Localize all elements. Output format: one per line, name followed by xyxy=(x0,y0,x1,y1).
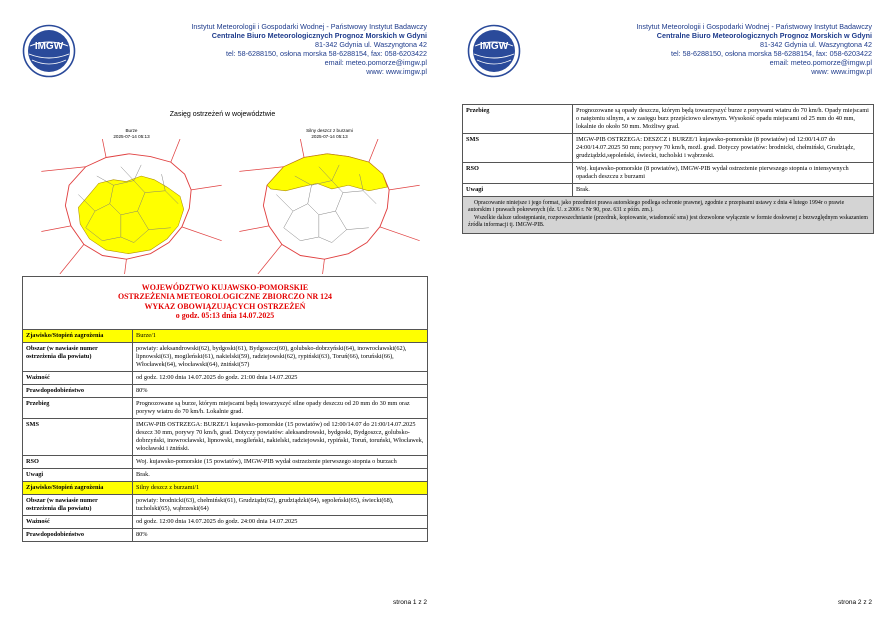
warning1-przebieg-value: Prognozowane są burze, którym miejscami będą towarzyszyć silne opady deszczu od 20 mm do 30 mm oraz porywy wiatru do 70 km/h. Lokalnie grad. xyxy=(133,397,428,418)
warning1-zjawisko-label: Zjawisko/Stopień zagrożenia xyxy=(23,329,133,342)
warning2-przebieg-value: Prognozowane są opady deszczu, którym będą towarzyszyć burze z porywami wiatru do 70 km/h. Opady miejscami o natężeniu silnym, a w zasięgu burz przejściowo ulewnym. Wysokość opadu miejscami od 25 mm do 40 mm, lokalnie do około 50 mm. Możliwy grad. xyxy=(573,105,874,134)
warning1-sms-label: SMS xyxy=(23,418,133,455)
institute-name: Instytut Meteorologii i Gospodarki Wodnej - Państwowy Instytut Badawczy xyxy=(191,22,427,31)
page-number-1: strona 1 z 2 xyxy=(393,599,427,606)
warning1-sms-value: IMGW-PIB OSTRZEGA: BURZE/1 kujawsko-pomorskie (15 powiatów) od 12:00/14.07 do 21:00/14.07.2025 deszcz 30 mm, porywy 70 km/h, grad. Dotyczy powiatów: aleksandrowski, bydgoski, Bydgoszcz, golubsko-dobrzyński, inowrocławski, lipnowski, mogileński, nakielski, radziejowski, rypiński, Toruń, toruński, Włocławek, włocławski i żniński. xyxy=(133,418,428,455)
warning2-uwagi-label: Uwagi xyxy=(463,184,573,197)
warning2-zjawisko-value: Silny deszcz z burzami/1 xyxy=(133,481,428,494)
www: www: www.imgw.pl xyxy=(811,67,872,77)
center-name: Centralne Biuro Meteorologicznych Prognoz Morskich w Gdyni xyxy=(656,31,872,41)
logo-text: IMGW xyxy=(479,41,509,52)
copyright-cell xyxy=(463,197,874,234)
warning1-prawdopodobienstwo-value: 80% xyxy=(133,384,428,397)
phones: tel: 58-6288150, osłona morska 58-6288154, fax: 058-6203422 xyxy=(226,49,427,59)
copyright-note xyxy=(463,197,874,234)
warnings-heading xyxy=(23,277,428,330)
map-deszcz-label: Silny deszcz z burzami xyxy=(306,128,353,133)
warning2-prawdopodobienstwo-value: 80% xyxy=(133,528,428,541)
email: email: meteo.pomorze@imgw.pl xyxy=(769,58,872,68)
warning2-obszar-label: Obszar (w nawiasie numer ostrzeżenia dla powiatu) xyxy=(23,494,133,515)
warning1-rso-row xyxy=(23,455,428,468)
warnings-table xyxy=(22,276,428,542)
warning1-sms-row xyxy=(23,418,428,455)
warning1-waznosc-row xyxy=(23,371,428,384)
map-burze xyxy=(34,128,229,274)
center-name: Centralne Biuro Meteorologicznych Prognoz Morskich w Gdyni xyxy=(211,31,427,41)
warning2-rso-row xyxy=(463,163,874,184)
phones: tel: 58-6288150, osłona morska 58-6288154, fax: 058-6203422 xyxy=(671,49,872,59)
warning1-obszar-value: powiaty: aleksandrowski(62), bydgoski(61), Bydgoszcz(60), golubsko-dobrzyński(64), inowrocławski(62), lipnowski(63), mogileński(61), nakielski(59), radziejowski(62), rypiński(63), Toruń(66), toruński(66), Włocławek(64), włocławski(64), żniński(57) xyxy=(133,342,428,371)
warning2-waznosc-label: Ważność xyxy=(23,515,133,528)
warning2-sms-row xyxy=(463,134,874,163)
warning1-prawdopodobienstwo-label: Prawdopodobieństwo xyxy=(23,384,133,397)
institute-header xyxy=(191,22,427,77)
warning2-zjawisko-row xyxy=(23,481,428,494)
warning2-zjawisko-label: Zjawisko/Stopień zagrożenia xyxy=(23,481,133,494)
warning1-przebieg-row xyxy=(23,397,428,418)
heading-line-2: OSTRZEŻENIA METEOROLOGICZNE ZBIORCZO NR 124 xyxy=(118,292,332,302)
imgw-logo-icon xyxy=(22,24,76,78)
warning1-zjawisko-row xyxy=(23,329,428,342)
warning2-obszar-value: powiaty: brodnicki(63), chełmiński(61), Grudziądz(62), grudziądzki(64), sępoleński(65), świecki(68), tucholski(65), wąbrzeski(64) xyxy=(133,494,428,515)
warning2-sms-value: IMGW-PIB OSTRZEGA: DESZCZ i BURZE/1 kujawsko-pomorskie (8 powiatów) od 12:00/14.07 do 24:00/14.07.2025 50 mm; porywy 70 km/h, możl. grad. Dotyczy powiatów: brodnicki, chełmiński, Grudziądz, grudziądzki,sępoleński, świecki, tucholski i wąbrzeski. xyxy=(573,134,874,163)
warning2-przebieg-row xyxy=(463,105,874,134)
heading-line-1: WOJEWÓDZTWO KUJAWSKO-POMORSKIE xyxy=(141,283,309,292)
copyright-p2: Wszelkie dalsze udostępnianie, rozpowszechnianie (przedruk, kopiowanie, wiadomość sms) jest dozwolone wyłącznie w formie dosłownej z bezwzględnym wskazaniem źródła informacji tj. IMGW-PIB. xyxy=(468,214,868,229)
www: www: www.imgw.pl xyxy=(366,67,427,77)
warning1-zjawisko-value: Burze/1 xyxy=(133,329,428,342)
warning1-prawdopodobienstwo-row xyxy=(23,384,428,397)
maps-title: Zasięg ostrzeżeń w województwie xyxy=(169,111,276,118)
address: 81-342 Gdynia ul. Waszyngtona 42 xyxy=(314,40,427,50)
warning2-obszar-row xyxy=(23,494,428,515)
warning1-rso-value: Woj. kujawsko-pomorskie (15 powiatów), IMGW-PIB wydał ostrzeżenie pierwszego stopnia o burzach xyxy=(133,455,428,468)
copyright-p1: Opracowanie niniejsze i jego format, jako przedmiot prawa autorskiego podlega ochronie prawnej, zgodnie z przepisami ustawy z dnia 4 lutego 1994r o prawie autorskim i prawach pokrewnych (dz. U. z 2006 r. Nr 90, poz. 631 z późn. zm.). xyxy=(468,200,845,214)
warning2-rso-label: RSO xyxy=(463,163,573,184)
warning1-uwagi-label: Uwagi xyxy=(23,468,133,481)
heading-line-3: WYKAZ OBOWIĄZUJĄCYCH OSTRZEŻEŃ xyxy=(144,301,306,311)
map-deszcz xyxy=(232,128,427,274)
warning1-obszar-label: Obszar (w nawiasie numer ostrzeżenia dla powiatu) xyxy=(23,342,133,371)
warning2-prawdopodobienstwo-label: Prawdopodobieństwo xyxy=(23,528,133,541)
imgw-logo-icon xyxy=(467,24,521,78)
map-deszcz-image xyxy=(232,139,427,274)
map-burze-label: Burze xyxy=(125,128,138,133)
warning2-uwagi-row xyxy=(463,184,874,197)
warning2-waznosc-row xyxy=(23,515,428,528)
warning2-uwagi-value: Brak. xyxy=(573,184,874,197)
warning2-waznosc-value: od godz. 12:00 dnia 14.07.2025 do godz. 24:00 dnia 14.07.2025 xyxy=(133,515,428,528)
warning2-prawdopodobienstwo-row xyxy=(23,528,428,541)
warnings-table-continued xyxy=(462,104,874,234)
heading-line-4: o godz. 05:13 dnia 14.07.2025 xyxy=(175,311,275,321)
warning1-obszar-row xyxy=(23,342,428,371)
warning1-waznosc-label: Ważność xyxy=(23,371,133,384)
address: 81-342 Gdynia ul. Waszyngtona 42 xyxy=(759,40,872,50)
warning1-waznosc-value: od godz. 12:00 dnia 14.07.2025 do godz. 21:00 dnia 14.07.2025 xyxy=(133,371,428,384)
map-burze-date: 2025-07-14 05:13 xyxy=(113,133,150,139)
institute-name: Instytut Meteorologii i Gospodarki Wodnej - Państwowy Instytut Badawczy xyxy=(636,22,872,31)
institute-header xyxy=(636,22,872,77)
warning1-uwagi-value: Brak. xyxy=(133,468,428,481)
map-burze-image xyxy=(34,139,229,274)
warning1-rso-label: RSO xyxy=(23,455,133,468)
warning2-rso-value: Woj. kujawsko-pomorskie (8 powiatów), IMGW-PIB wydał ostrzeżenie pierwszego stopnia o intensywnych opadach deszczu z burzami xyxy=(573,163,874,184)
email: email: meteo.pomorze@imgw.pl xyxy=(324,58,427,68)
page-number-2: strona 2 z 2 xyxy=(838,599,872,606)
map-deszcz-date: 2025-07-14 05:13 xyxy=(311,133,348,139)
logo-text: IMGW xyxy=(34,41,64,52)
warning1-uwagi-row xyxy=(23,468,428,481)
warning2-przebieg-label: Przebieg xyxy=(463,105,573,134)
warning2-sms-label: SMS xyxy=(463,134,573,163)
page-2 xyxy=(445,0,890,629)
warning1-przebieg-label: Przebieg xyxy=(23,397,133,418)
